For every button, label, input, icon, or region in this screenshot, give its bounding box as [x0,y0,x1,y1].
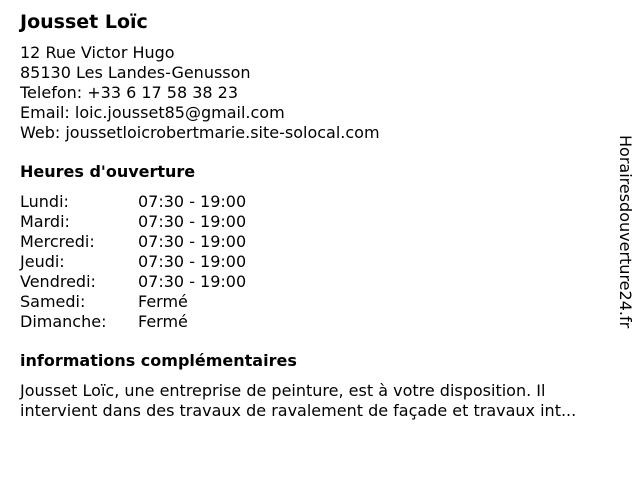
hours-day: Vendredi: [20,272,96,291]
address-line-2: 85130 Les Landes-Genusson [20,63,251,82]
hours-time: 07:30 - 19:00 [138,192,247,211]
phone-line: Telefon: +33 6 17 58 38 23 [20,83,239,102]
hours-day: Lundi: [20,192,69,211]
address-line-1: 12 Rue Victor Hugo [20,43,175,62]
email-line: Email: loic.jousset85@gmail.com [20,103,285,122]
hours-time: Fermé [138,292,188,311]
hours-day: Mardi: [20,212,70,231]
hours-time: Fermé [138,312,188,331]
business-card [20,9,610,421]
hours-row-jeudi [20,252,610,272]
hours-row-lundi [20,192,610,212]
web-line: Web: joussetloicrobertmarie.site-solocal.com [20,123,380,142]
watermark-text: Horairesdouverture24.fr [616,135,635,329]
hours-row-mardi [20,212,610,232]
hours-time: 07:30 - 19:00 [138,232,247,251]
hours-time: 07:30 - 19:00 [138,212,247,231]
hours-row-vendredi [20,272,610,292]
hours-row-mercredi [20,232,610,252]
hours-row-dimanche [20,312,610,332]
hours-day: Jeudi: [20,252,65,271]
hours-day: Dimanche: [20,312,107,331]
business-name: Jousset Loïc [20,11,148,33]
hours-time: 07:30 - 19:00 [138,252,247,271]
hours-title: Heures d'ouverture [20,162,196,181]
hours-day: Samedi: [20,292,86,311]
hours-row-samedi [20,292,610,312]
hours-time: 07:30 - 19:00 [138,272,247,291]
watermark [615,135,635,345]
info-description: Jousset Loïc, une entreprise de peinture, est à votre disposition. Il intervient dans des travaux de ravalement de façade et travaux int... [20,381,577,420]
hours-table [20,192,610,332]
info-title: informations complémentaires [20,351,297,370]
hours-day: Mercredi: [20,232,95,251]
